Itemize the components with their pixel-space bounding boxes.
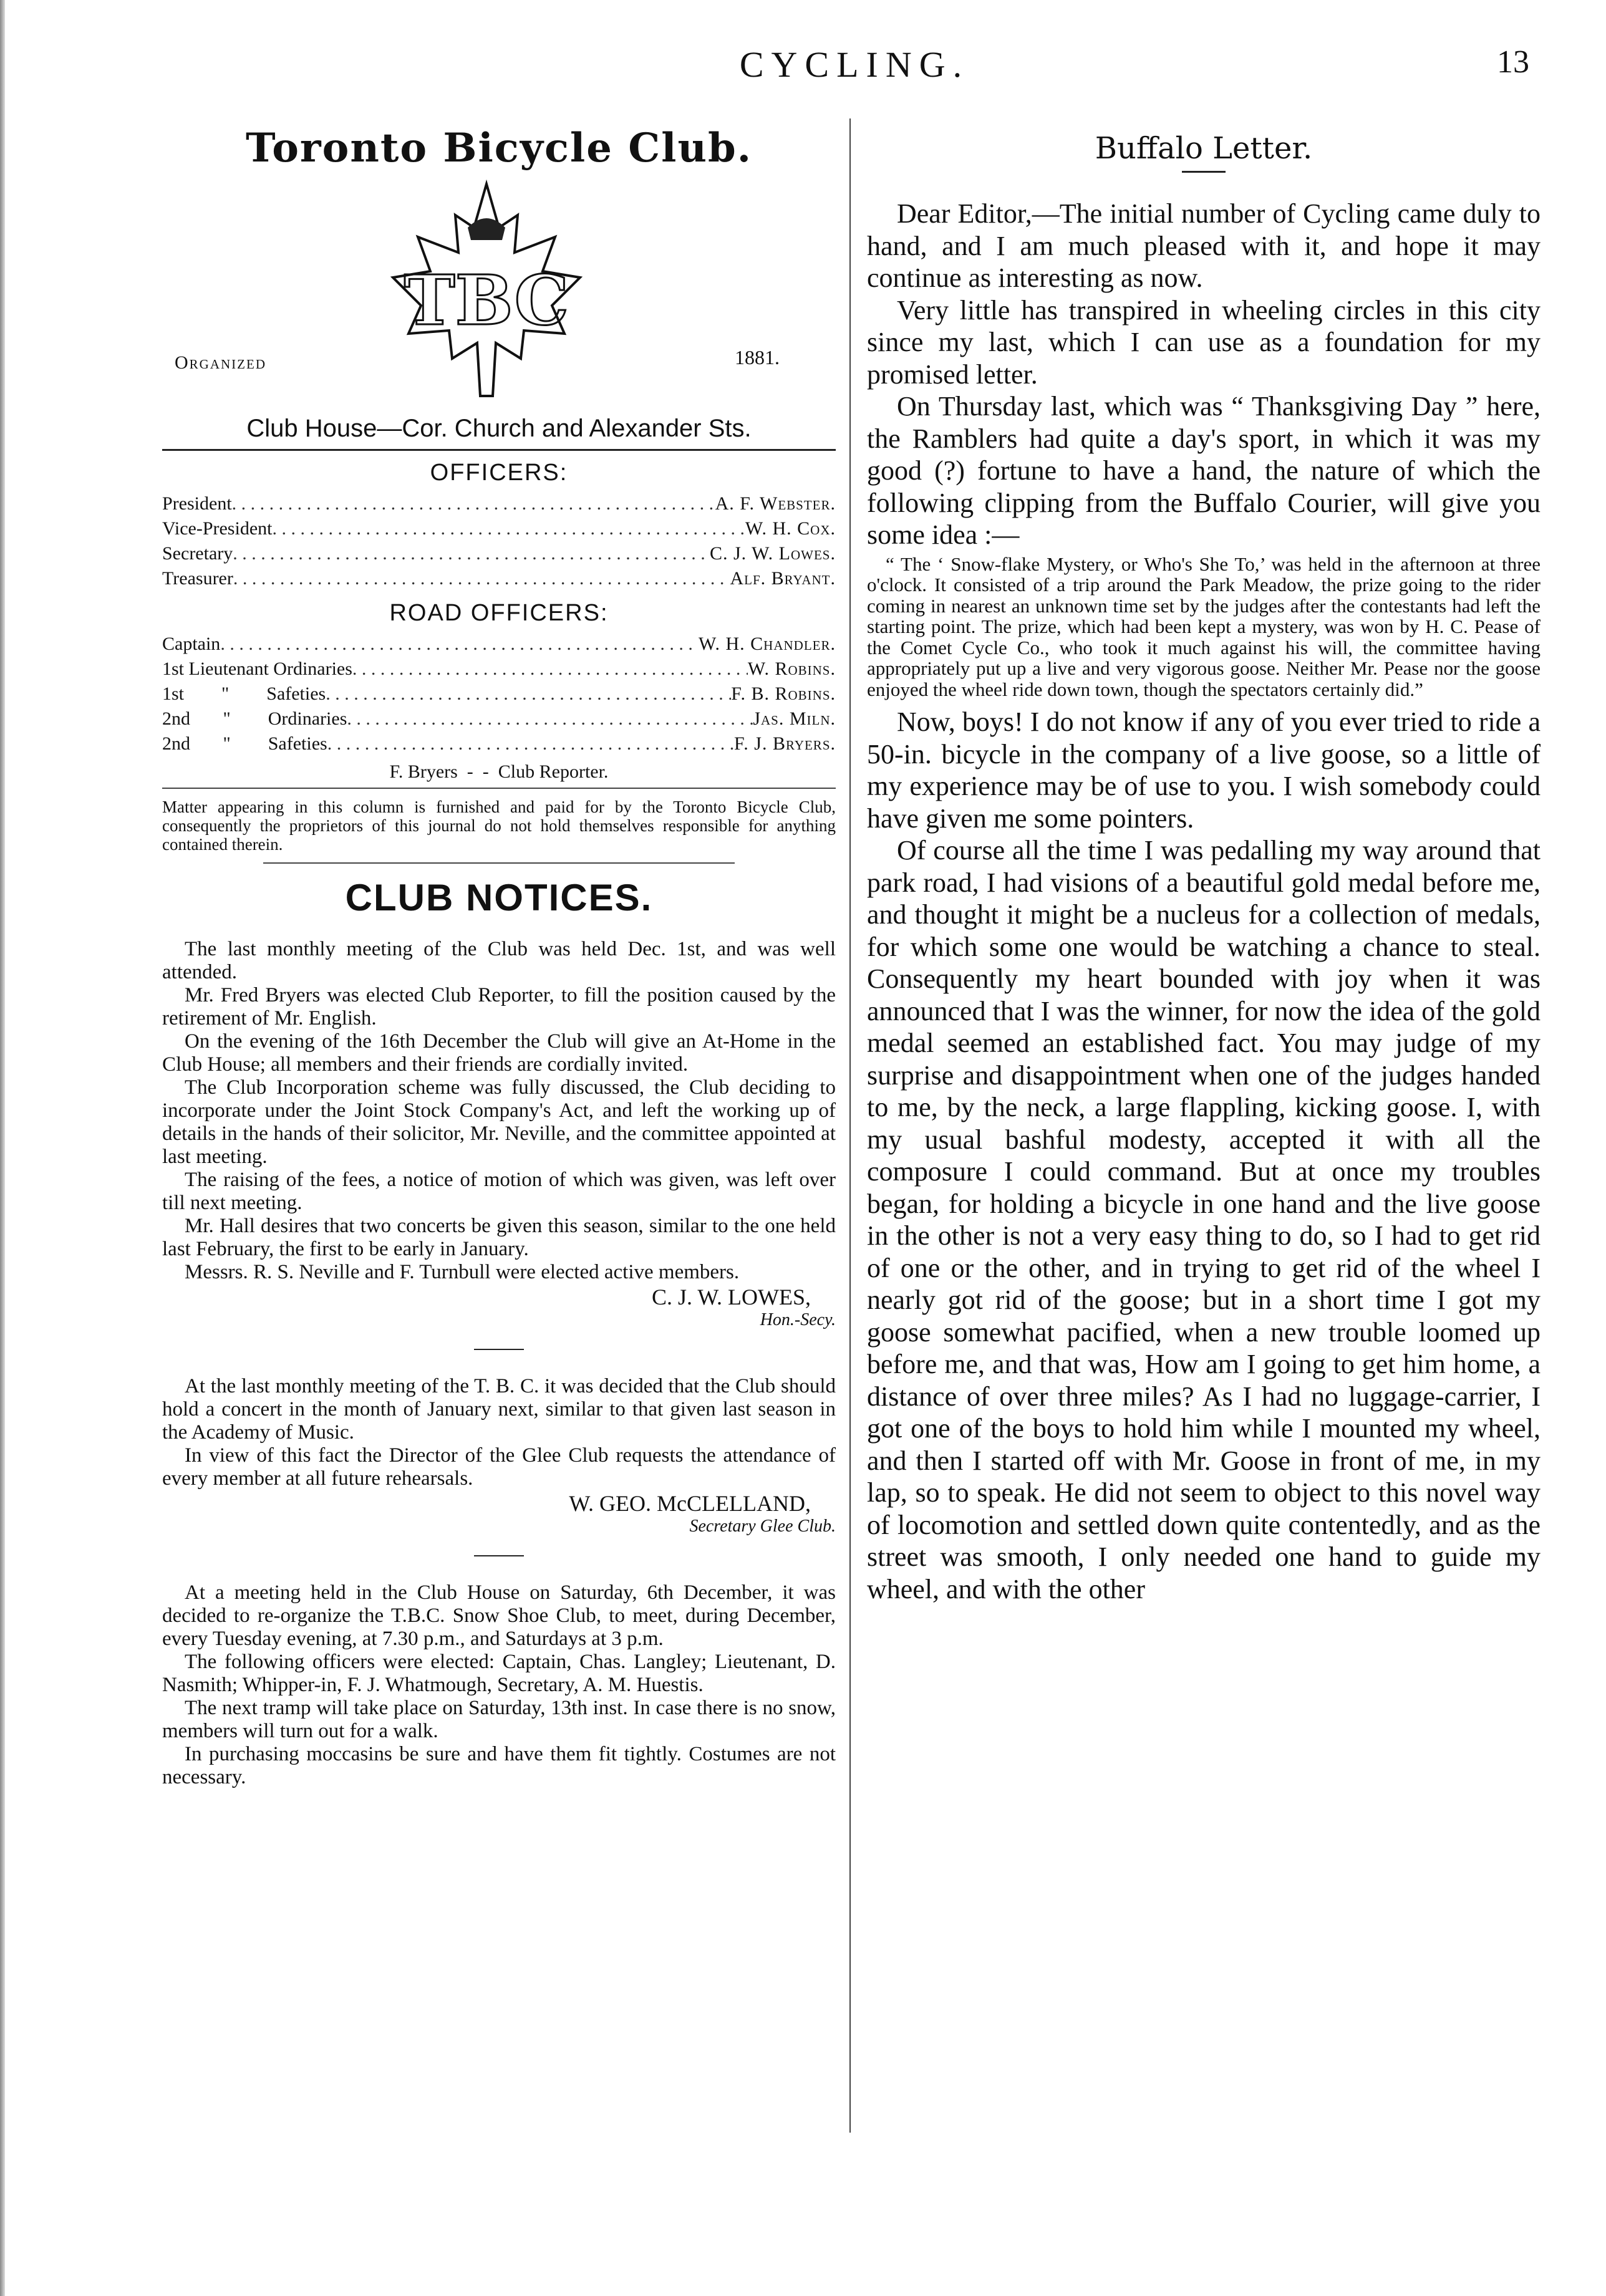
running-title: CYCLING. <box>739 44 970 85</box>
notice-block-3 <box>162 1581 836 1789</box>
notice-paragraph: The last monthly meeting of the Club was held Dec. 1st, and was well attended. <box>162 938 836 983</box>
notice-paragraph: Messrs. R. S. Neville and F. Turnbull were elected active members. <box>185 1261 740 1283</box>
road-officer-row <box>162 731 836 756</box>
rule <box>162 449 836 451</box>
road-officer-row <box>162 632 836 657</box>
officer-role: President <box>162 493 232 514</box>
officer-row <box>162 491 836 516</box>
officer-row <box>162 566 836 591</box>
officer-name: W. Robins. <box>747 658 836 679</box>
officer-name: Alf. Bryant. <box>730 568 836 589</box>
organized-year: 1881. <box>735 346 780 369</box>
notice-paragraph: Mr. Fred Bryers was elected Club Reporter, to fill the position caused by the retirement of Mr. English. <box>162 984 836 1030</box>
letter-paragraph: Very little has transpired in wheeling circles in this city since my last, which I can use as a foundation for my promised letter. <box>867 294 1541 390</box>
road-officer-row <box>162 657 836 682</box>
officer-role: 2nd " Safeties <box>162 733 327 754</box>
road-officer-row <box>162 707 836 731</box>
letter-paragraph: On Thursday last, which was “ Thanksgiving Day ” here, the Ramblers had quite a day's sport, in which it was my good (?) fortune to have a hand, the nature of which the following clipping from the Buffalo Courier, will give you some idea :— <box>867 391 1541 550</box>
signature: C. J. W. LOWES, <box>651 1285 811 1310</box>
officer-row <box>162 541 836 566</box>
officer-name: A. F. Webster. <box>715 493 836 514</box>
clubhouse-address: Club House—Cor. Church and Alexander Sts. <box>246 415 752 442</box>
notice-paragraph: The following officers were elected: Captain, Chas. Langley; Lieutenant, D. Nasmith; Whipper-in, F. J. Whatmough, Secretary, A. M. Huestis. <box>162 1651 836 1696</box>
officer-role: Treasurer <box>162 568 233 589</box>
column-divider <box>849 118 851 2133</box>
officers-heading: OFFICERS: <box>430 460 568 486</box>
letter-paragraph: Dear Editor,—The initial number of Cycling came duly to hand, and I am much pleased with it, and hope it may continue as interesting as now. <box>867 198 1541 293</box>
notice-block-1 <box>162 938 836 1330</box>
officer-name: W. H. Chandler. <box>698 634 836 654</box>
notice-paragraph: The next tramp will take place on Saturday, 13th inst. In case there is no snow, members will turn out for a walk. <box>162 1697 836 1742</box>
club-logo-block <box>162 171 836 408</box>
courier-clipping: “ The ‘ Snow-flake Mystery, or Who's She To,’ was held in the afternoon at three o'clock. It consisted of a trip around the Park Meadow, the prize going to the rider coming in nearest an unknown time set by the judges after the contestants had left the starting point. The prize, which had been kept a mystery, was won by H. C. Pease of the Comet Cycle Co., who took it much against his will, the committee having appropriately put up a live and very vigorous goose. Neither Mr. Pease nor the goose enjoyed the wheel ride down town, though the spectators certainly did.” <box>867 552 1541 700</box>
officer-role: Secretary <box>162 543 233 564</box>
officer-role: 2nd " Ordinaries <box>162 708 347 729</box>
rule <box>474 1349 524 1350</box>
rule <box>474 1555 524 1556</box>
officer-role: 1st Lieutenant Ordinaries <box>162 658 352 679</box>
officer-role: Vice-President <box>162 518 273 539</box>
notice-paragraph: In view of this fact the Director of the Glee Club requests the attendance of every member at all future rehearsals. <box>162 1444 836 1490</box>
notice-paragraph: At a meeting held in the Club House on Saturday, 6th December, it was decided to re-organize the T.B.C. Snow Shoe Club, to meet, during December, every Tuesday evening, at 7.30 p.m., and Saturdays at 3 p.m. <box>162 1581 836 1650</box>
right-column <box>867 118 1541 1605</box>
page-header <box>0 44 1606 87</box>
notice-paragraph: On the evening of the 16th December the Club will give an At-Home in the Club House; all members and their friends are cordially invited. <box>162 1030 836 1076</box>
notice-paragraph: At the last monthly meeting of the T. B. C. it was decided that the Club should hold a concert in the month of January next, similar to that given last season in the Academy of Music. <box>162 1375 836 1444</box>
road-officers-heading: ROAD OFFICERS: <box>389 600 609 626</box>
disclaimer: Matter appearing in this column is furnished and paid for by the Toronto Bicycle Club, consequently the proprietors of this journal do not hold themselves responsible for anything contained therein. <box>162 798 836 854</box>
road-officer-row <box>162 682 836 707</box>
officer-row <box>162 516 836 541</box>
logo-letters: TBC <box>404 260 569 340</box>
officers-list <box>162 491 836 591</box>
left-column <box>162 118 836 1789</box>
notice-paragraph: Mr. Hall desires that two concerts be given this season, similar to the one held last February, the first to be early in January. <box>162 1215 836 1260</box>
club-reporter: F. Bryers - - Club Reporter. <box>389 761 609 782</box>
signature-title: Secretary Glee Club. <box>689 1517 836 1536</box>
notice-paragraph: In purchasing moccasins be sure and have them fit tightly. Costumes are not necessary. <box>162 1743 836 1788</box>
club-notices-heading: CLUB NOTICES. <box>345 877 653 919</box>
signature: W. GEO. McCLELLAND, <box>569 1491 811 1516</box>
signature-title: Hon.-Secy. <box>760 1310 836 1329</box>
officer-role: Captain <box>162 634 221 654</box>
officer-name: F. J. Bryers. <box>734 733 836 754</box>
officer-role: 1st " Safeties <box>162 683 326 704</box>
organized-label: Organized <box>175 352 266 373</box>
rule <box>1182 171 1226 173</box>
officer-name: C. J. W. Lowes. <box>709 543 836 564</box>
officer-name: Jas. Miln. <box>753 708 836 729</box>
road-officers-list <box>162 632 836 756</box>
rule <box>162 788 836 789</box>
page-edge <box>0 0 5 2296</box>
notice-paragraph: The Club Incorporation scheme was fully discussed, the Club deciding to incorporate under the Joint Stock Company's Act, and left the working up of details in the hands of their solicitor, Mr. Neville, and the committee appointed at last meeting. <box>162 1076 836 1168</box>
letter-paragraph: Of course all the time I was pedalling my way around that park road, I had visions of a beautiful gold medal before me, and thought it might be a nucleus for a collection of medals, for which some one would be watching a chance to steal. Consequently my heart bounded with joy when it was announced that I was the winner, for now the idea of the gold medal seemed an established fact. You may judge of my surprise and disappointment when one of the judges handed to me, by the neck, a large flappling, kicking goose. I, with my usual bashful modesty, accepted it with all the composure I could command. But at once my troubles began, for holding a bicycle in one hand and the live goose in the other is not a very easy thing to do, so I had to get rid of one or the other, and in trying to get rid of the wheel I nearly got rid of the goose; but in a short time I got my goose somewhat pacified, when a new trouble loomed up before me, and that was, How am I going to get him home, a distance of over three miles? As I had no luggage-carrier, I got one of the boys to hold him while I mounted my wheel, and then I started off with Mr. Goose in front of me, in my lap, so to speak. He did not seem to object to this novel way of locomotion and settled down quite contentedly, and as the street was smooth, I only needed one hand to guide my wheel, and with the other <box>867 835 1541 1604</box>
page-number: 13 <box>1497 44 1529 80</box>
maple-leaf-logo-icon <box>374 178 599 402</box>
club-title: Toronto Bicycle Club. <box>245 125 753 171</box>
notice-block-2 <box>162 1375 836 1536</box>
rule <box>263 862 735 864</box>
buffalo-letter-heading: Buffalo Letter. <box>1095 131 1313 166</box>
officer-name: W. H. Cox. <box>745 518 836 539</box>
officer-name: F. B. Robins. <box>731 683 836 704</box>
letter-paragraph: Now, boys! I do not know if any of you ever tried to ride a 50-in. bicycle in the company of a live goose, so a little of my experience may be of use to you. I wish somebody could have given me some pointers. <box>867 707 1541 834</box>
notice-paragraph: The raising of the fees, a notice of motion of which was given, was left over till next meeting. <box>162 1169 836 1214</box>
